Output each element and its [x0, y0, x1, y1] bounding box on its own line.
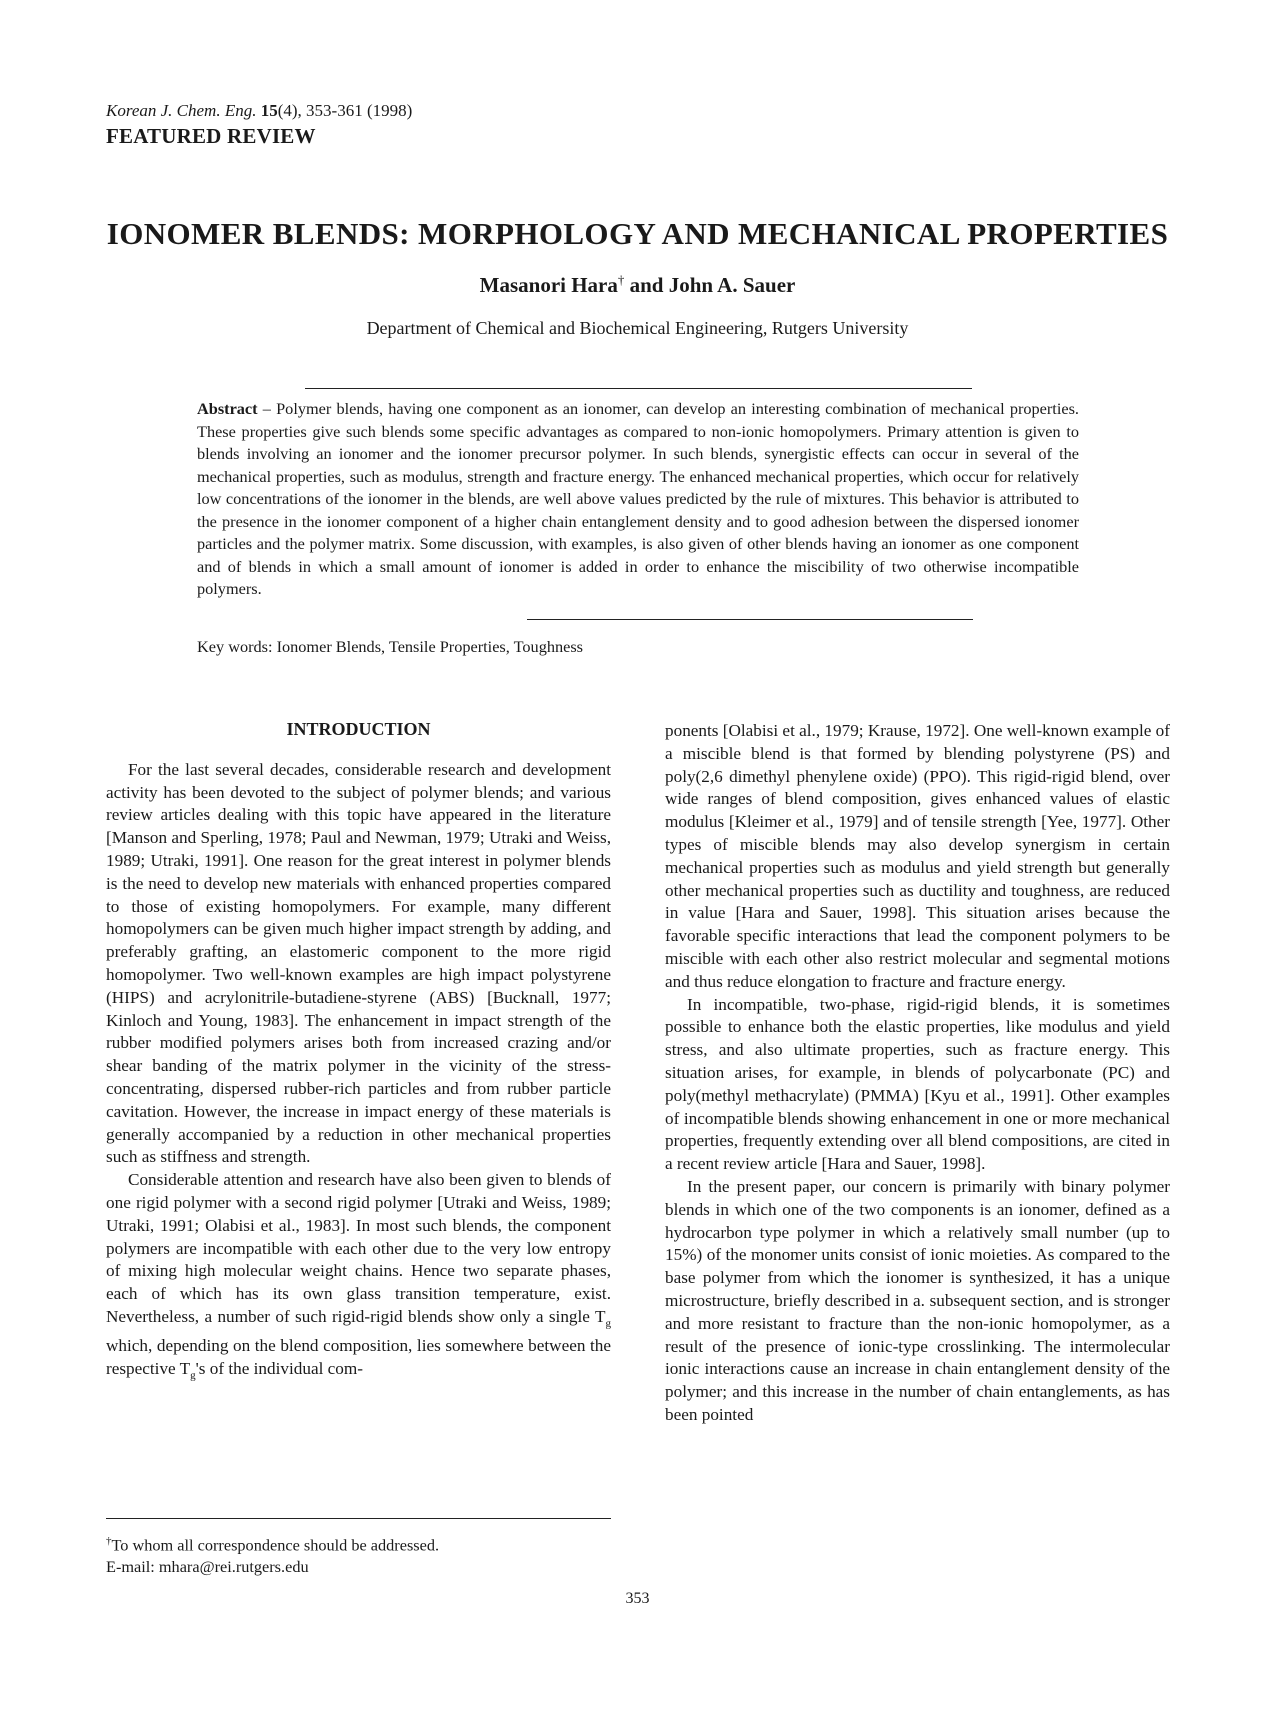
section-label: FEATURED REVIEW	[106, 124, 316, 148]
abstract-top-rule	[305, 388, 972, 389]
abstract-label: Abstract	[197, 399, 258, 418]
authors	[0, 272, 1275, 298]
article-title: IONOMER BLENDS: MORPHOLOGY AND MECHANICAL PROPERTIES	[106, 216, 1169, 251]
author-1: Masanori Hara	[479, 273, 618, 297]
section-heading-introduction: INTRODUCTION	[286, 719, 431, 739]
footnote-rule	[106, 1518, 611, 1519]
abstract-bottom-rule	[527, 619, 973, 620]
journal-citation	[106, 100, 412, 122]
paragraph: ponents [Olabisi et al., 1979; Krause, 1972]. One well-known example of a miscible blend is that formed by blending polystyrene (PS) and poly(2,6 dimethyl phenylene oxide) (PPO). This rigid-rigid blend, over wide ranges of blend composition, gives enhanced values of elastic modulus [Kleimer et al., 1979] and of tensile strength [Yee, 1977]. Other types of miscible blends may also develop synergism in certain mechanical properties such as modulus and yield strength but generally other mechanical properties such as ductility and toughness, are reduced in value [Hara and Sauer, 1998]. This situation arises because the favorable specific interactions that lead the component polymers to be miscible with each other also restrict molecular and segmental motions and thus reduce elongation to fracture and fracture energy.	[665, 721, 1171, 991]
correspondence-mark: †	[617, 272, 625, 287]
right-column	[665, 720, 1170, 1427]
affiliation: Department of Chemical and Biochemical Engineering, Rutgers University	[366, 318, 909, 338]
footnote-line-1: To whom all correspondence should be addressed.	[111, 1535, 440, 1555]
paragraph: For the last several decades, considerable research and development activity has been devoted to the subject of polymer blends; and various review articles dealing with this topic have appeared in the literature [Manson and Sperling, 1978; Paul and Newman, 1979; Utraki and Weiss, 1989; Utraki, 1991]. One reason for the great interest in polymer blends is the need to develop new materials with enhanced properties compared to those of existing homopolymers. For example, many different homopolymers can be given much higher impact strength by adding, and preferably grafting, an elastomeric component to the more rigid homopolymer. Two well-known examples are high impact polystyrene (HIPS) and acrylonitrile-butadiene-styrene (ABS) [Bucknall, 1977; Kinloch and Young, 1983]. The enhancement in impact strength of the rubber modified polymers arises both from increased crazing and/or shear banding of the matrix polymer in the vicinity of the stress-concentrating, dispersed rubber-rich particles and from rubber particle cavitation. However, the increase in impact energy of these materials is generally accompanied by a reduction in other mechanical properties such as stiffness and strength.	[106, 759, 611, 1167]
author-2: and John A. Sauer	[624, 273, 796, 297]
paragraph: In the present paper, our concern is primarily with binary polymer blends in which one of the two components is an ionomer, defined as a hydrocarbon type polymer in which a relatively small number (up to 15%) of the monomer units consist of ionic moieties. As compared to the base polymer from which the ionomer is synthesized, it has a unique microstructure, briefly described in a. subsequent section, and is stronger and more resistant to fracture than the non-ionic homopolymer, as a result of the presence of ionic-type crosslinking. The intermolecular ionic interactions cause an increase in chain entanglement density of the polymer; and this increase in the number of chain entanglements, as has been pointed	[665, 1176, 1170, 1424]
journal-issue-pages: (4), 353-361 (1998)	[277, 101, 413, 120]
abstract	[197, 398, 1079, 601]
footnote	[106, 1530, 611, 1578]
footnote-mark: †	[106, 1535, 112, 1547]
abstract-text: – Polymer blends, having one component as an ionomer, can develop an interesting combination of mechanical properties. These properties give such blends some specific advantages as compared to non-ionic homopolymers. Primary attention is given to blends involving an ionomer and the ionomer precursor polymer. In such blends, synergistic effects can occur in several of the mechanical properties, such as modulus, strength and fracture energy. The enhanced mechanical properties, which occur for relatively low concentrations of the ionomer in the blends, are well above values predicted by the rule of mixtures. This behavior is attributed to the presence in the ionomer component of a higher chain entanglement density and to good adhesion between the dispersed ionomer particles and the polymer matrix. Some discussion, with examples, is also given of other blends having an ionomer as one component and of blends in which a small amount of ionomer is added in order to enhance the miscibility of two otherwise incompatible polymers.	[197, 399, 1079, 598]
left-column	[106, 718, 611, 1387]
footnote-line-2: E-mail: mhara@rei.rutgers.edu	[106, 1557, 309, 1577]
paragraph: In incompatible, two-phase, rigid-rigid blends, it is sometimes possible to enhance both the elastic properties, like modulus and yield stress, and also ultimate properties, such as fracture energy. This situation arises, for example, in blends of polycarbonate (PC) and poly(methyl methacrylate) (PMMA) [Kyu et al., 1991]. Other examples of incompatible blends showing enhancement in one or more mechanical properties, frequently extending over all blend compositions, are cited in a recent review article [Hara and Sauer, 1998].	[665, 994, 1170, 1174]
keywords: Key words: Ionomer Blends, Tensile Properties, Toughness	[197, 637, 584, 656]
page-number: 353	[625, 1590, 650, 1607]
journal-volume: 15	[260, 101, 278, 120]
journal-name: Korean J. Chem. Eng.	[106, 101, 257, 120]
paragraph: Considerable attention and research have also been given to blends of one rigid polymer with a second rigid polymer [Utraki and Weiss, 1989; Utraki, 1991; Olabisi et al., 1983]. In most such blends, the component polymers are incompatible with each other due to the very low entropy of mixing high molecular weight chains. Hence two separate phases, each of which has its own glass transition temperature, exist. Nevertheless, a number of such rigid-rigid blends show only a single $T_g$ which, depending on the blend composition, lies somewhere between the respective $T_g's$ of the individual com-	[106, 1170, 611, 1382]
